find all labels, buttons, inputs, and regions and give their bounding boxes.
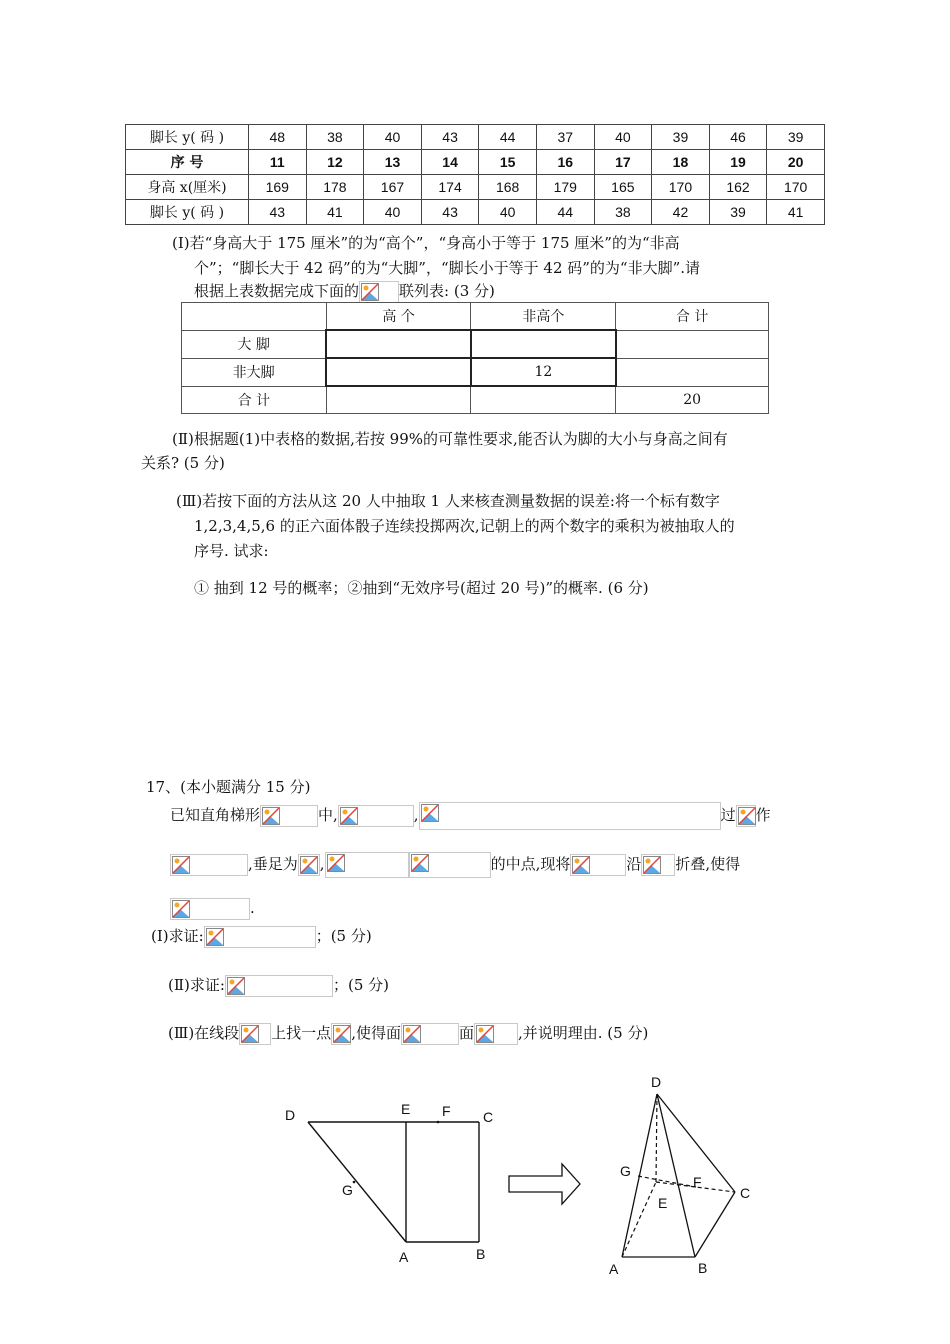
image-placeholder xyxy=(736,805,756,827)
data-table xyxy=(125,124,825,225)
image-placeholder xyxy=(419,802,721,830)
image-icon xyxy=(227,977,245,995)
q17-sub2-text: (Ⅱ)求证: xyxy=(168,976,225,994)
table-cell: 19 xyxy=(709,150,767,175)
contingency-cell xyxy=(326,330,471,358)
contingency-row-label: 大 脚 xyxy=(182,330,327,358)
contingency-row xyxy=(182,386,769,414)
trapezoid-figure xyxy=(308,1122,479,1242)
contingency-header: 高 个 xyxy=(326,303,471,331)
image-icon xyxy=(411,854,429,872)
q17-text: 过 xyxy=(720,806,736,824)
image-icon xyxy=(333,1025,351,1043)
table-cell: 44 xyxy=(479,125,537,150)
q17-line3 xyxy=(170,898,255,920)
q17-line2 xyxy=(170,852,740,878)
q17-sub1 xyxy=(151,925,372,948)
q17-sub3-text2: 上找一点 xyxy=(271,1024,332,1042)
table-cell: 46 xyxy=(709,125,767,150)
label-G-right: G xyxy=(620,1163,631,1179)
image-icon xyxy=(572,856,590,874)
image-icon xyxy=(300,856,318,874)
part1-line3-text: 根据上表数据完成下面的 xyxy=(194,282,360,300)
image-icon xyxy=(361,283,379,301)
label-E-right: E xyxy=(658,1195,668,1211)
image-placeholder xyxy=(239,1023,271,1045)
contingency-table xyxy=(181,302,769,414)
q17-text: 的中点,现将 xyxy=(490,855,571,873)
image-icon xyxy=(738,807,756,825)
edge-DA xyxy=(308,1122,406,1242)
label-D-left: D xyxy=(285,1107,296,1123)
image-placeholder xyxy=(474,1023,518,1045)
table-cell: 48 xyxy=(249,125,307,150)
image-placeholder xyxy=(170,898,250,920)
contingency-header: 合 计 xyxy=(616,303,769,331)
table-cell: 39 xyxy=(652,125,710,150)
table-cell: 40 xyxy=(479,200,537,225)
edge-BC-3d xyxy=(695,1192,735,1257)
q17-text: 中, xyxy=(318,806,338,824)
table-cell: 179 xyxy=(536,175,594,200)
image-icon xyxy=(206,928,224,946)
table-cell: 38 xyxy=(306,125,364,150)
contingency-header xyxy=(182,303,327,331)
image-placeholder xyxy=(570,854,626,876)
contingency-header-row xyxy=(182,303,769,331)
contingency-header: 非高个 xyxy=(471,303,616,331)
table-cell: 43 xyxy=(421,200,479,225)
part2-line1: (Ⅱ)根据题(1)中表格的数据,若按 99%的可靠性要求,能否认为脚的大小与身高之间有 xyxy=(172,430,728,448)
part3-line4: ① 抽到 12 号的概率；②抽到“无效序号(超过 20 号)”的概率. (6 分) xyxy=(194,579,649,597)
table-cell: 174 xyxy=(421,175,479,200)
part1-line1: (Ⅰ)若“身高大于 175 厘米”的为“高个”，“身高小于等于 175 厘米”的为“非高 xyxy=(172,234,680,252)
point-F xyxy=(437,1121,440,1124)
image-icon xyxy=(172,856,190,874)
contingency-row xyxy=(182,330,769,358)
part1-line3-end: 联列表: (3 分) xyxy=(399,282,495,300)
table-cell: 169 xyxy=(249,175,307,200)
q17-sub3-text: (Ⅲ)在线段 xyxy=(168,1024,240,1042)
table-cell: 13 xyxy=(364,150,422,175)
contingency-cell xyxy=(326,358,471,386)
edge-DE-hidden xyxy=(656,1094,657,1182)
table-cell: 18 xyxy=(652,150,710,175)
table-cell: 16 xyxy=(536,150,594,175)
table-cell: 40 xyxy=(364,200,422,225)
contingency-cell: 12 xyxy=(471,358,616,386)
pyramid-figure xyxy=(622,1094,735,1257)
row-label: 序 号 xyxy=(126,150,249,175)
table-cell: 41 xyxy=(306,200,364,225)
table-cell: 43 xyxy=(249,200,307,225)
table-row xyxy=(126,125,825,150)
part3-line2: 1,2,3,4,5,6 的正六面体骰子连续投掷两次,记朝上的两个数字的乘积为被抽取人的 xyxy=(194,517,735,535)
label-A-left: A xyxy=(399,1249,409,1265)
label-B-right: B xyxy=(698,1260,708,1276)
image-placeholder xyxy=(409,852,491,878)
q17-sub1-end: ；(5 分) xyxy=(315,927,372,945)
table-cell: 12 xyxy=(306,150,364,175)
row-label: 脚长 y( 码 ) xyxy=(126,200,249,225)
table-row xyxy=(126,175,825,200)
point-G xyxy=(353,1181,356,1184)
table-cell: 14 xyxy=(421,150,479,175)
image-placeholder xyxy=(338,805,414,827)
image-placeholder xyxy=(298,854,320,876)
table-cell: 41 xyxy=(767,200,825,225)
label-B-left: B xyxy=(476,1246,486,1262)
q17-sub3-text3: ,使得面 xyxy=(351,1024,401,1042)
part1-line3 xyxy=(194,280,495,303)
edge-AE-hidden xyxy=(622,1182,656,1257)
image-icon xyxy=(643,856,661,874)
q17-sub3-end: ,并说明理由. (5 分) xyxy=(517,1024,649,1042)
image-placeholder xyxy=(204,926,316,948)
table-cell: 165 xyxy=(594,175,652,200)
q17-text: ,垂足为 xyxy=(248,855,298,873)
image-placeholder xyxy=(225,975,333,997)
image-placeholder xyxy=(170,854,248,876)
q17-text: 折叠,使得 xyxy=(675,855,741,873)
table-cell: 44 xyxy=(536,200,594,225)
table-cell: 178 xyxy=(306,175,364,200)
table-cell: 39 xyxy=(767,125,825,150)
image-icon xyxy=(403,1025,421,1043)
q17-text: , xyxy=(413,806,419,824)
q17-title: 17、(本小题满分 15 分) xyxy=(146,778,311,796)
image-icon xyxy=(172,900,190,918)
table-cell: 38 xyxy=(594,200,652,225)
table-cell: 15 xyxy=(479,150,537,175)
label-D-right: D xyxy=(651,1074,662,1090)
q17-sub1-text: (Ⅰ)求证: xyxy=(151,927,204,945)
table-row xyxy=(126,150,825,175)
q17-line1 xyxy=(170,802,771,830)
table-cell: 42 xyxy=(652,200,710,225)
q17-text: . xyxy=(250,899,255,917)
part3-line1: (Ⅲ)若按下面的方法从这 20 人中抽取 1 人来核查测量数据的误差:将一个标有数字 xyxy=(176,492,720,510)
table-cell: 40 xyxy=(364,125,422,150)
row-label: 脚长 y( 码 ) xyxy=(126,125,249,150)
table-row xyxy=(126,200,825,225)
q17-sub3-text4: 面 xyxy=(458,1024,474,1042)
contingency-cell xyxy=(616,358,769,386)
contingency-row xyxy=(182,358,769,386)
image-icon xyxy=(340,807,358,825)
label-A-right: A xyxy=(609,1261,619,1277)
image-placeholder xyxy=(641,854,675,876)
table-cell: 11 xyxy=(249,150,307,175)
table-cell: 170 xyxy=(767,175,825,200)
contingency-row-label: 合 计 xyxy=(182,386,327,414)
image-icon xyxy=(476,1025,494,1043)
q17-sub3 xyxy=(168,1022,648,1045)
label-C-right: C xyxy=(740,1185,751,1201)
row-label: 身高 x(厘米) xyxy=(126,175,249,200)
table-cell: 162 xyxy=(709,175,767,200)
table-cell: 170 xyxy=(652,175,710,200)
contingency-cell xyxy=(616,330,769,358)
q17-text: 作 xyxy=(755,806,771,824)
label-F-left: F xyxy=(442,1103,451,1119)
image-placeholder xyxy=(359,281,399,303)
table-cell: 168 xyxy=(479,175,537,200)
table-cell: 39 xyxy=(709,200,767,225)
image-icon xyxy=(327,854,345,872)
table-cell: 17 xyxy=(594,150,652,175)
arrow-icon xyxy=(509,1164,580,1204)
table-cell: 43 xyxy=(421,125,479,150)
table-cell: 40 xyxy=(594,125,652,150)
q17-sub2-end: ；(5 分) xyxy=(332,976,389,994)
edge-GF-hidden xyxy=(638,1176,696,1187)
contingency-cell: 20 xyxy=(616,386,769,414)
image-placeholder xyxy=(331,1023,351,1045)
contingency-cell xyxy=(326,386,471,414)
q17-text: , xyxy=(319,855,325,873)
label-F-right: F xyxy=(693,1174,702,1190)
contingency-cell xyxy=(471,386,616,414)
label-G-left: G xyxy=(342,1182,353,1198)
table-cell: 167 xyxy=(364,175,422,200)
label-E-left: E xyxy=(401,1101,411,1117)
image-icon xyxy=(421,804,439,822)
q17-sub2 xyxy=(168,974,389,997)
image-placeholder xyxy=(401,1023,459,1045)
part2-line2: 关系? (5 分) xyxy=(141,454,225,472)
label-C-left: C xyxy=(483,1109,494,1125)
contingency-row-label: 非大脚 xyxy=(182,358,327,386)
part3-line3: 序号. 试求: xyxy=(194,542,269,560)
table-cell: 20 xyxy=(767,150,825,175)
image-icon xyxy=(262,807,280,825)
geometry-figures xyxy=(0,1060,950,1344)
image-icon xyxy=(241,1025,259,1043)
contingency-cell xyxy=(471,330,616,358)
q17-text: 沿 xyxy=(626,855,642,873)
image-placeholder xyxy=(260,805,318,827)
part1-line2: 个”；“脚长大于 42 码”的为“大脚”，“脚长小于等于 42 码”的为“非大脚”.请 xyxy=(194,259,701,277)
image-placeholder xyxy=(325,852,409,878)
q17-text: 已知直角梯形 xyxy=(170,806,261,824)
table-cell: 37 xyxy=(536,125,594,150)
